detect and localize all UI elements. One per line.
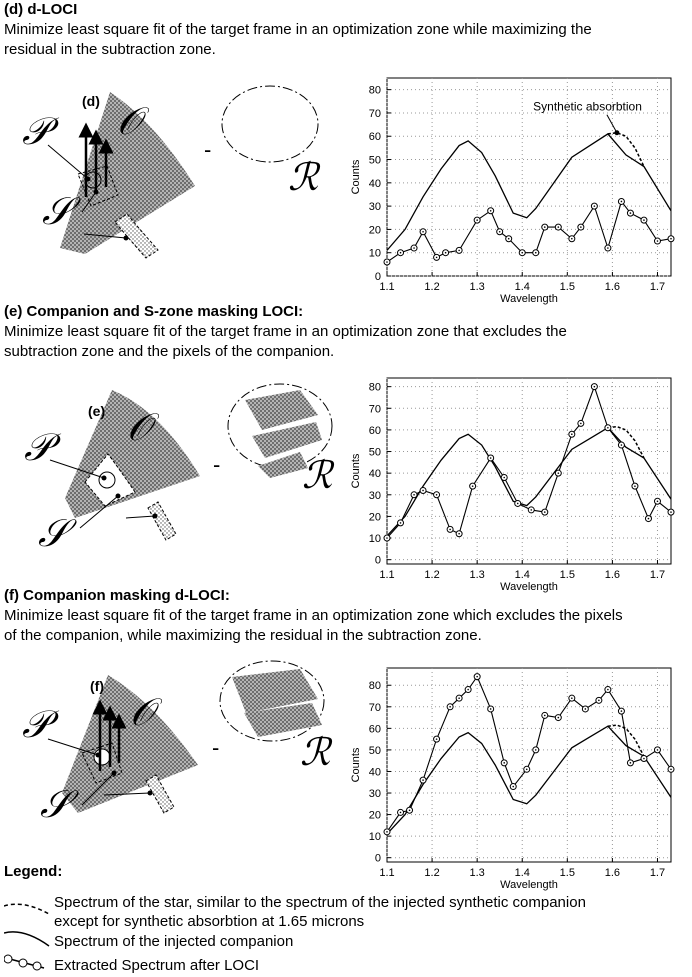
extracted-point-center [400,522,402,524]
extracted-point-center [400,252,402,254]
legend-item1-line2: except for synthetic absorbtion at 1.65 microns [54,913,365,930]
extracted-point-center [670,769,672,771]
x-tick-label: 1.7 [649,281,666,293]
chart-f [345,660,685,896]
panel-f-tag: (f) [90,678,104,694]
extracted-point-center [607,689,609,691]
glyph-S: 𝒮 [40,782,70,826]
x-axis-label: Wavelength [500,293,558,305]
glyph-P: 𝒫 [22,109,50,153]
chart-e [345,370,685,598]
legend-dashed-line-icon [4,904,49,914]
extracted-point-center [436,257,438,259]
extracted-point-center [499,231,501,233]
y-tick-label: 70 [368,403,381,416]
extracted-point-center [621,201,623,203]
glyph-O: 𝒪 [117,99,141,143]
panel-e-desc-line2: subtraction zone and the pixels of the companion. [4,343,335,360]
extracted-point-center [472,485,474,487]
plot-frame [387,378,671,564]
extracted-point-center [521,252,523,254]
extracted-point-center [643,219,645,221]
panel-e-heading: (e) Companion and S-zone masking LOCI: [4,303,304,320]
y-tick-label: 10 [368,533,381,546]
glyph-R: ℛ [302,453,333,497]
panel-d-schematic [0,62,345,302]
y-tick-label: 30 [368,201,381,214]
extracted-point-center [630,212,632,214]
glyph-P: 𝒫 [22,702,50,746]
legend-symbols [4,888,54,974]
legend-title: Legend: [4,863,63,880]
extracted-point-center [386,831,388,833]
panel-f-schematic [0,655,345,865]
x-tick-label: 1.3 [469,867,485,879]
companion-circle [99,472,115,488]
panel-d-tag: (d) [82,93,100,109]
extracted-point-center [544,511,546,513]
extracted-point-center [422,779,424,781]
y-tick-label: 50 [368,744,381,757]
subtraction-zone-copy [148,502,176,540]
extracted-point-center [413,494,415,496]
extracted-point-center [657,749,659,751]
x-tick-label: 1.1 [379,569,395,581]
annotation-synthetic-absorbtion: Synthetic absorbtion [533,99,642,114]
extracted-point-center [517,503,519,505]
x-tick-label: 1.1 [379,281,395,293]
extracted-point-center [544,226,546,228]
panel-f-heading: (f) Companion masking d-LOCI: [4,587,230,604]
glyph-S: 𝒮 [42,189,72,233]
y-tick-label: 10 [368,247,381,260]
extracted-point-center [413,247,415,249]
x-tick-label: 1.4 [514,569,530,581]
y-tick-label: 60 [368,131,381,144]
x-tick-label: 1.2 [424,867,440,879]
extracted-point-center [490,457,492,459]
extracted-point-center [607,427,609,429]
extracted-point-center [558,226,560,228]
x-tick-label: 1.5 [559,867,575,879]
extracted-point-center [508,238,510,240]
extracted-point-center [607,247,609,249]
extracted-point-center [445,252,447,254]
x-tick-label: 1.7 [649,569,666,581]
x-axis-label: Wavelength [500,879,558,891]
glyph-O: 𝒪 [130,690,154,734]
legend-item1-line1: Spectrum of the star, similar to the spectrum of the injected synthetic companion [54,894,586,911]
y-tick-label: 40 [368,177,381,190]
extracted-point-center [476,219,478,221]
extracted-point-center [458,250,460,252]
panel-f-desc-line1: Minimize least square fit of the target frame in an optimization zone which excludes the pixels [4,607,623,624]
extracted-point-center [643,758,645,760]
extracted-point-center [409,809,411,811]
extracted-point-center [634,485,636,487]
y-tick-label: 40 [368,468,381,481]
extracted-point-center [594,386,596,388]
panel-f-desc-line2: of the companion, while maximizing the residual in the subtraction zone. [4,627,482,644]
extracted-point-center [458,533,460,535]
extracted-point-center [670,238,672,240]
extracted-point-center [530,509,532,511]
companion-circle [94,749,110,765]
y-tick-label: 70 [368,107,381,120]
extracted-point-center [571,238,573,240]
glyph-R: ℛ [288,155,319,199]
extracted-point-center [571,433,573,435]
extracted-point-center [585,708,587,710]
y-tick-label: 0 [374,554,381,567]
extracted-point-center [580,226,582,228]
extracted-point-center [490,210,492,212]
panel-d-desc-line1: Minimize least square fit of the target frame in an optimization zone while maximizing the [4,21,592,38]
extracted-point-center [558,717,560,719]
extracted-point-center [386,537,388,539]
extracted-point-center [657,500,659,502]
extracted-point-center [621,444,623,446]
x-tick-label: 1.6 [604,569,621,581]
x-tick-label: 1.5 [559,569,575,581]
extracted-point-center [621,710,623,712]
x-tick-label: 1.3 [469,569,485,581]
y-axis-label: Counts [350,159,362,195]
x-tick-label: 1.1 [379,867,395,879]
extracted-point-center [598,700,600,702]
minus-sign: - [204,137,212,162]
glyph-O: 𝒪 [127,405,151,449]
extracted-point-center [449,706,451,708]
extracted-point-center [657,240,659,242]
y-tick-label: 0 [374,852,381,865]
extracted-point-center [422,231,424,233]
x-tick-label: 1.6 [604,281,621,293]
extracted-point-center [670,511,672,513]
y-tick-label: 30 [368,489,381,502]
extracted-point-center [422,490,424,492]
extracted-point-center [512,786,514,788]
extracted-point-center [535,749,537,751]
minus-sign: - [212,735,220,760]
y-tick-label: 60 [368,723,381,736]
legend-circle-line-icon [4,955,44,970]
y-tick-label: 0 [374,271,381,283]
legend-solid-line-icon [4,932,49,946]
panel-e-desc-line1: Minimize least square fit of the target frame in an optimization zone that excludes the [4,323,567,340]
y-tick-label: 20 [368,809,381,822]
y-tick-label: 20 [368,224,381,237]
annotation-marker [614,130,619,135]
y-tick-label: 50 [368,154,381,167]
extracted-point-center [648,518,650,520]
glyph-R: ℛ [300,730,331,774]
y-tick-label: 70 [368,701,381,714]
x-tick-label: 1.6 [604,867,621,879]
legend-item3: Extracted Spectrum after LOCI [54,957,260,974]
extracted-point-center [400,812,402,814]
extracted-point-center [490,708,492,710]
x-tick-label: 1.5 [559,281,575,293]
x-tick-label: 1.2 [424,569,440,581]
panel-e-tag: (e) [88,403,106,419]
extracted-point-center [503,477,505,479]
residual-ellipse [222,86,318,162]
extracted-point-center [535,252,537,254]
x-tick-label: 1.7 [649,867,666,879]
y-axis-label: Counts [350,747,362,783]
y-tick-label: 50 [368,446,381,459]
y-tick-label: 20 [368,511,381,524]
glyph-P: 𝒫 [24,425,52,469]
x-tick-label: 1.3 [469,281,485,293]
x-tick-label: 1.4 [514,281,530,293]
extracted-point-center [458,697,460,699]
y-tick-label: 80 [368,84,381,97]
panel-d-heading: (d) d-LOCI [4,1,78,18]
extracted-point-center [476,676,478,678]
extracted-point-center [630,762,632,764]
x-axis-label: Wavelength [500,581,558,593]
extracted-point-center [558,472,560,474]
y-tick-label: 10 [368,831,381,844]
extracted-point-center [449,529,451,531]
extracted-point-center [436,494,438,496]
y-tick-label: 40 [368,766,381,779]
extracted-point-center [580,423,582,425]
y-axis-label: Counts [350,453,362,489]
panel-e-schematic [0,370,345,590]
chart-d [345,70,685,310]
extracted-point-center [571,697,573,699]
minus-sign: - [213,452,221,477]
extracted-point-center [594,205,596,207]
extracted-point-center [544,715,546,717]
y-tick-label: 60 [368,424,381,437]
panel-d-desc-line2: residual in the subtraction zone. [4,41,216,58]
extracted-point-center [436,738,438,740]
residual-pattern [232,669,322,737]
legend-item2: Spectrum of the injected companion [54,933,294,950]
extracted-point-center [503,762,505,764]
extracted-point-center [526,769,528,771]
x-tick-label: 1.4 [514,867,530,879]
y-tick-label: 80 [368,381,381,394]
y-tick-label: 30 [368,788,381,801]
glyph-S: 𝒮 [38,511,68,555]
y-tick-label: 80 [368,680,381,693]
extracted-point-center [467,689,469,691]
extracted-point-center [386,261,388,263]
x-tick-label: 1.2 [424,281,440,293]
